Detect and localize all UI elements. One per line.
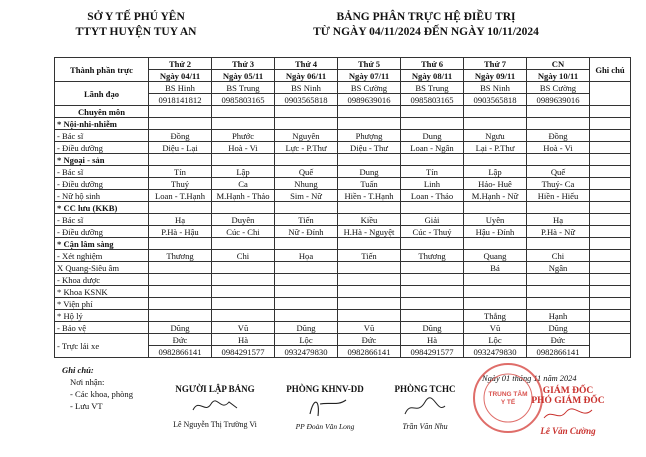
duty-cell xyxy=(338,274,401,286)
row-label: * CC lưu (KKB) xyxy=(55,202,149,214)
driver-phone: 0982866141 xyxy=(527,346,590,358)
table-row xyxy=(55,262,631,274)
director-role: GIÁM ĐỐC xyxy=(542,386,594,396)
duty-cell: Họa xyxy=(275,250,338,262)
duty-cell xyxy=(275,310,338,322)
table-row xyxy=(55,130,631,142)
duty-cell: Hạ xyxy=(527,214,590,226)
leader-phone: 0985803165 xyxy=(401,94,464,106)
table-row xyxy=(55,310,631,322)
duty-cell: Loan - T.Hạnh xyxy=(149,190,212,202)
org-name-1: SỞ Y TẾ PHÚ YÊN xyxy=(87,11,185,23)
duty-cell xyxy=(527,154,590,166)
driver-name: Hà xyxy=(212,334,275,346)
duty-cell xyxy=(338,202,401,214)
tchc-signature xyxy=(380,384,470,431)
row-label: - Điều dưỡng xyxy=(55,178,149,190)
duty-cell: Thuý xyxy=(149,178,212,190)
duty-cell: Đồng xyxy=(527,130,590,142)
table-row xyxy=(55,214,631,226)
leader-phone: 0989639016 xyxy=(338,94,401,106)
khnv-name-line xyxy=(270,422,380,431)
duty-cell xyxy=(464,106,527,118)
note-cell xyxy=(590,118,631,130)
driver-phone: 0982866141 xyxy=(338,346,401,358)
driver-name: Lộc xyxy=(464,334,527,346)
duty-cell: Dũng xyxy=(275,322,338,334)
day-header: Thứ 2 xyxy=(149,58,212,70)
duty-cell xyxy=(338,118,401,130)
row-label: - Bác sĩ xyxy=(55,214,149,226)
duty-cell xyxy=(149,154,212,166)
row-label: - Khoa dược xyxy=(55,274,149,286)
preparer-role: NGƯỜI LẬP BẢNG xyxy=(175,384,255,394)
duty-cell xyxy=(401,310,464,322)
table-row xyxy=(55,190,631,202)
note-cell xyxy=(590,202,631,214)
duty-cell: Hạ xyxy=(149,214,212,226)
table-row xyxy=(55,106,631,118)
row-label: * Cận lâm sàng xyxy=(55,238,149,250)
date-header: Ngày 06/11 xyxy=(275,70,338,82)
date-header: Ngày 08/11 xyxy=(401,70,464,82)
note-cell xyxy=(590,166,631,178)
leader-name: BS Ninh xyxy=(464,82,527,94)
duty-cell: Hiền - T.Hạnh xyxy=(338,190,401,202)
duty-cell: Chi xyxy=(527,250,590,262)
duty-cell xyxy=(338,286,401,298)
duty-cell: Hoà - Vi xyxy=(527,142,590,154)
duty-cell: Phước xyxy=(212,130,275,142)
duty-cell: H.Hà - Nguyệt xyxy=(338,226,401,238)
duty-cell xyxy=(275,202,338,214)
duty-cell: P.Hà - Nữ xyxy=(527,226,590,238)
duty-cell xyxy=(401,238,464,250)
note-cell xyxy=(590,262,631,274)
duty-cell xyxy=(149,238,212,250)
date-header: Ngày 10/11 xyxy=(527,70,590,82)
duty-cell xyxy=(212,238,275,250)
note-cell xyxy=(590,130,631,142)
leader-name: BS Cường xyxy=(527,82,590,94)
duty-cell: Hảo- Huê xyxy=(464,178,527,190)
driver-phone: 0984291577 xyxy=(212,346,275,358)
driver-phone: 0932479830 xyxy=(464,346,527,358)
note-cell xyxy=(590,106,631,118)
note-cell xyxy=(590,190,631,202)
sign-date: Ngày 01 tháng 11 năm 2024 xyxy=(482,374,577,383)
duty-cell: Hậu - Đính xyxy=(464,226,527,238)
row-label: - Bác sĩ xyxy=(55,130,149,142)
director-signature xyxy=(508,386,628,436)
duty-cell: Lại - P.Thư xyxy=(464,142,527,154)
duty-cell xyxy=(401,154,464,166)
duty-cell: Nguyên xyxy=(275,130,338,142)
duty-cell: Lập xyxy=(464,166,527,178)
signature-scribble xyxy=(538,406,598,424)
duty-cell xyxy=(149,286,212,298)
signature-scribble xyxy=(185,394,245,418)
duty-cell: Sim - Nữ xyxy=(275,190,338,202)
duty-cell xyxy=(464,202,527,214)
khnv-role: PHÒNG KHNV-DD xyxy=(286,384,364,394)
duty-cell: Vũ xyxy=(212,322,275,334)
duty-cell xyxy=(149,106,212,118)
duty-cell: Hoà - Vi xyxy=(212,142,275,154)
leader-phone: 0903565818 xyxy=(275,94,338,106)
duty-cell: Vũ xyxy=(464,322,527,334)
table-row xyxy=(55,178,631,190)
khnv-prefix: PP xyxy=(295,422,305,431)
duty-cell xyxy=(527,238,590,250)
table-row xyxy=(55,322,631,334)
row-label: - Xét nghiệm xyxy=(55,250,149,262)
duty-cell xyxy=(275,238,338,250)
table-header-row xyxy=(55,58,631,70)
row-label: * Nội-nhi-nhiễm xyxy=(55,118,149,130)
notes-block xyxy=(62,364,133,412)
duty-cell: Dũng xyxy=(527,322,590,334)
duty-cell xyxy=(275,262,338,274)
day-header: Thứ 6 xyxy=(401,58,464,70)
duty-roster-table xyxy=(54,57,631,358)
table-row xyxy=(55,274,631,286)
note-cell xyxy=(590,274,631,286)
duty-cell: Thương xyxy=(149,250,212,262)
table-row xyxy=(55,298,631,310)
leader-phone: 0989639016 xyxy=(527,94,590,106)
duty-cell: Uyên xyxy=(464,214,527,226)
leader-phone: 0918141812 xyxy=(149,94,212,106)
note-cell xyxy=(590,286,631,298)
duty-cell: Tiến xyxy=(338,250,401,262)
duty-cell xyxy=(212,286,275,298)
note-cell xyxy=(590,298,631,310)
document-title: BẢNG PHÂN TRỰC HỆ ĐIỀU TRỊ xyxy=(336,11,516,23)
duty-cell xyxy=(401,106,464,118)
duty-cell xyxy=(338,262,401,274)
tchc-name: Trần Văn Nhu xyxy=(402,422,448,431)
duty-cell xyxy=(401,118,464,130)
duty-cell: Tiến xyxy=(275,214,338,226)
svg-text:Y TẾ: Y TẾ xyxy=(500,399,516,406)
day-header: CN xyxy=(527,58,590,70)
date-header: Ngày 04/11 xyxy=(149,70,212,82)
duty-cell: Vũ xyxy=(338,322,401,334)
table-row xyxy=(55,226,631,238)
duty-cell: Loan - Ngân xyxy=(401,142,464,154)
row-label: * Khoa KSNK xyxy=(55,286,149,298)
duty-cell xyxy=(212,154,275,166)
duty-cell: Chi xyxy=(212,250,275,262)
driver-name: Đức xyxy=(149,334,212,346)
duty-cell: Giải xyxy=(401,214,464,226)
preparer-signature xyxy=(160,384,270,429)
note-cell xyxy=(590,334,631,358)
duty-cell: Duyên xyxy=(212,214,275,226)
duty-cell xyxy=(338,238,401,250)
leader-name: BS Trung xyxy=(401,82,464,94)
driver-name: Hà xyxy=(401,334,464,346)
duty-cell xyxy=(401,286,464,298)
day-header: Thứ 3 xyxy=(212,58,275,70)
section-heading: Chuyên môn xyxy=(55,106,149,118)
duty-cell xyxy=(401,202,464,214)
date-header: Ngày 09/11 xyxy=(464,70,527,82)
duty-cell xyxy=(464,298,527,310)
duty-cell xyxy=(464,274,527,286)
duty-cell: Quang xyxy=(464,250,527,262)
row-label: - Điều dưỡng xyxy=(55,142,149,154)
section-row xyxy=(55,202,631,214)
duty-cell: Linh xyxy=(401,178,464,190)
duty-cell xyxy=(527,298,590,310)
duty-cell xyxy=(275,106,338,118)
vice-director-role: PHÓ GIÁM ĐỐC xyxy=(531,396,605,406)
day-header: Thứ 5 xyxy=(338,58,401,70)
row-label: - Bảo vệ xyxy=(55,322,149,334)
leader-name: BS Hinh xyxy=(149,82,212,94)
svg-text:TRUNG TÂM: TRUNG TÂM xyxy=(488,391,528,398)
signature-scribble xyxy=(290,394,360,420)
duty-cell xyxy=(212,310,275,322)
duty-cell: Nữ - Đính xyxy=(275,226,338,238)
duty-cell xyxy=(338,106,401,118)
driver-phone: 0932479830 xyxy=(275,346,338,358)
signature-scribble xyxy=(395,394,455,420)
duty-cell: Diệu - Thư xyxy=(338,142,401,154)
org-name-2: TTYT HUYỆN TUY AN xyxy=(75,26,197,38)
leader-name: BS Ninh xyxy=(275,82,338,94)
duty-cell xyxy=(149,298,212,310)
driver-phone: 0984291577 xyxy=(401,346,464,358)
duty-cell: Ngân xyxy=(527,262,590,274)
day-header: Thứ 7 xyxy=(464,58,527,70)
duty-cell xyxy=(275,286,338,298)
duty-cell: Cúc - Thuý xyxy=(401,226,464,238)
note-cell xyxy=(590,142,631,154)
leader-name: BS Trung xyxy=(212,82,275,94)
duty-cell: Dũng xyxy=(149,322,212,334)
driver-name: Đức xyxy=(527,334,590,346)
duty-cell: Bá xyxy=(464,262,527,274)
duty-cell xyxy=(527,274,590,286)
notes-line: - Các khoa, phòng xyxy=(70,389,134,399)
date-range: TỪ NGÀY 04/11/2024 ĐẾN NGÀY 10/11/2024 xyxy=(313,26,539,38)
duty-cell xyxy=(212,106,275,118)
duty-cell: Thuý- Ca xyxy=(527,178,590,190)
duty-cell: M.Hạnh - Nữ xyxy=(464,190,527,202)
note-cell xyxy=(590,310,631,322)
duty-cell xyxy=(149,202,212,214)
duty-cell: Ngưu xyxy=(464,130,527,142)
duty-cell: Đồng xyxy=(149,130,212,142)
row-label: Lãnh đạo xyxy=(55,82,149,106)
table-row xyxy=(55,250,631,262)
director-name: Lê Văn Cường xyxy=(540,426,596,436)
table-row xyxy=(55,82,631,94)
driver-name: Đức xyxy=(338,334,401,346)
duty-cell: Thương xyxy=(401,250,464,262)
duty-cell: Quế xyxy=(527,166,590,178)
leader-name: BS Cường xyxy=(338,82,401,94)
row-label: - Điều dưỡng xyxy=(55,226,149,238)
duty-cell: Kiều xyxy=(338,214,401,226)
row-label: * Hộ lý xyxy=(55,310,149,322)
note-header: Ghi chú xyxy=(590,58,631,82)
duty-cell xyxy=(338,154,401,166)
duty-cell xyxy=(149,274,212,286)
duty-cell xyxy=(212,298,275,310)
duty-cell xyxy=(275,274,338,286)
duty-cell: Tín xyxy=(149,166,212,178)
date-header: Ngày 07/11 xyxy=(338,70,401,82)
duty-cell: Thắng xyxy=(464,310,527,322)
duty-cell: Tín xyxy=(401,166,464,178)
section-row xyxy=(55,118,631,130)
note-cell xyxy=(590,322,631,334)
duty-cell: Quế xyxy=(275,166,338,178)
duty-cell: M.Hạnh - Thảo xyxy=(212,190,275,202)
corner-header: Thành phần trực xyxy=(55,58,149,82)
duty-cell xyxy=(149,118,212,130)
section-row xyxy=(55,154,631,166)
header-org xyxy=(66,10,206,40)
duty-cell xyxy=(212,202,275,214)
duty-cell: Hiền - Hiếu xyxy=(527,190,590,202)
duty-cell: Loan - Thảo xyxy=(401,190,464,202)
row-label: X Quang-Siêu âm xyxy=(55,262,149,274)
duty-cell: P.Hà - Hậu xyxy=(149,226,212,238)
section-row xyxy=(55,238,631,250)
duty-cell xyxy=(464,238,527,250)
khnv-signature xyxy=(270,384,380,431)
notes-title: Ghi chú: xyxy=(62,365,94,375)
duty-cell: Phượng xyxy=(338,130,401,142)
note-cell xyxy=(590,82,631,106)
row-label: * Ngoại - sản xyxy=(55,154,149,166)
preparer-name: Lê Nguyễn Thị Trường Vi xyxy=(173,420,257,429)
duty-cell xyxy=(275,118,338,130)
duty-cell: Ca xyxy=(212,178,275,190)
duty-cell xyxy=(527,286,590,298)
duty-cell xyxy=(275,298,338,310)
duty-cell xyxy=(338,310,401,322)
duty-cell: Nhung xyxy=(275,178,338,190)
duty-cell: Dũng xyxy=(401,322,464,334)
note-cell xyxy=(590,214,631,226)
table-row xyxy=(55,334,631,346)
duty-cell xyxy=(212,118,275,130)
driver-phone: 0982866141 xyxy=(149,346,212,358)
header-title xyxy=(268,10,584,40)
day-header: Thứ 4 xyxy=(275,58,338,70)
duty-cell xyxy=(149,310,212,322)
date-header: Ngày 05/11 xyxy=(212,70,275,82)
leader-phone: 0985803165 xyxy=(212,94,275,106)
note-cell xyxy=(590,238,631,250)
row-label: - Trực lái xe xyxy=(55,334,149,358)
duty-cell xyxy=(275,154,338,166)
duty-cell xyxy=(527,202,590,214)
khnv-name: Đoàn Văn Long xyxy=(306,422,355,431)
row-label: - Bác sĩ xyxy=(55,166,149,178)
notes-line: - Lưu VT xyxy=(70,401,103,411)
duty-cell xyxy=(338,298,401,310)
duty-cell xyxy=(401,262,464,274)
duty-cell xyxy=(401,274,464,286)
notes-line: Nơi nhận: xyxy=(70,377,105,387)
row-label: - Nữ hộ sinh xyxy=(55,190,149,202)
note-cell xyxy=(590,178,631,190)
duty-cell xyxy=(527,106,590,118)
duty-cell xyxy=(212,274,275,286)
duty-cell: Dung xyxy=(401,130,464,142)
note-cell xyxy=(590,154,631,166)
duty-cell xyxy=(401,298,464,310)
duty-cell xyxy=(212,262,275,274)
duty-cell xyxy=(527,118,590,130)
note-cell xyxy=(590,250,631,262)
duty-cell: Diệu - Lại xyxy=(149,142,212,154)
duty-cell xyxy=(464,286,527,298)
table-row xyxy=(55,166,631,178)
duty-cell: Hạnh xyxy=(527,310,590,322)
duty-cell: Tuấn xyxy=(338,178,401,190)
leader-phone: 0903565818 xyxy=(464,94,527,106)
table-row xyxy=(55,286,631,298)
duty-cell xyxy=(149,262,212,274)
tchc-role: PHÒNG TCHC xyxy=(394,384,456,394)
table-row xyxy=(55,142,631,154)
duty-cell xyxy=(464,154,527,166)
row-label: * Viện phí xyxy=(55,298,149,310)
duty-cell xyxy=(464,118,527,130)
duty-cell: Cúc - Chi xyxy=(212,226,275,238)
duty-cell: Lập xyxy=(212,166,275,178)
note-cell xyxy=(590,226,631,238)
duty-cell: Dung xyxy=(338,166,401,178)
driver-name: Lộc xyxy=(275,334,338,346)
duty-cell: Lực - P.Thư xyxy=(275,142,338,154)
